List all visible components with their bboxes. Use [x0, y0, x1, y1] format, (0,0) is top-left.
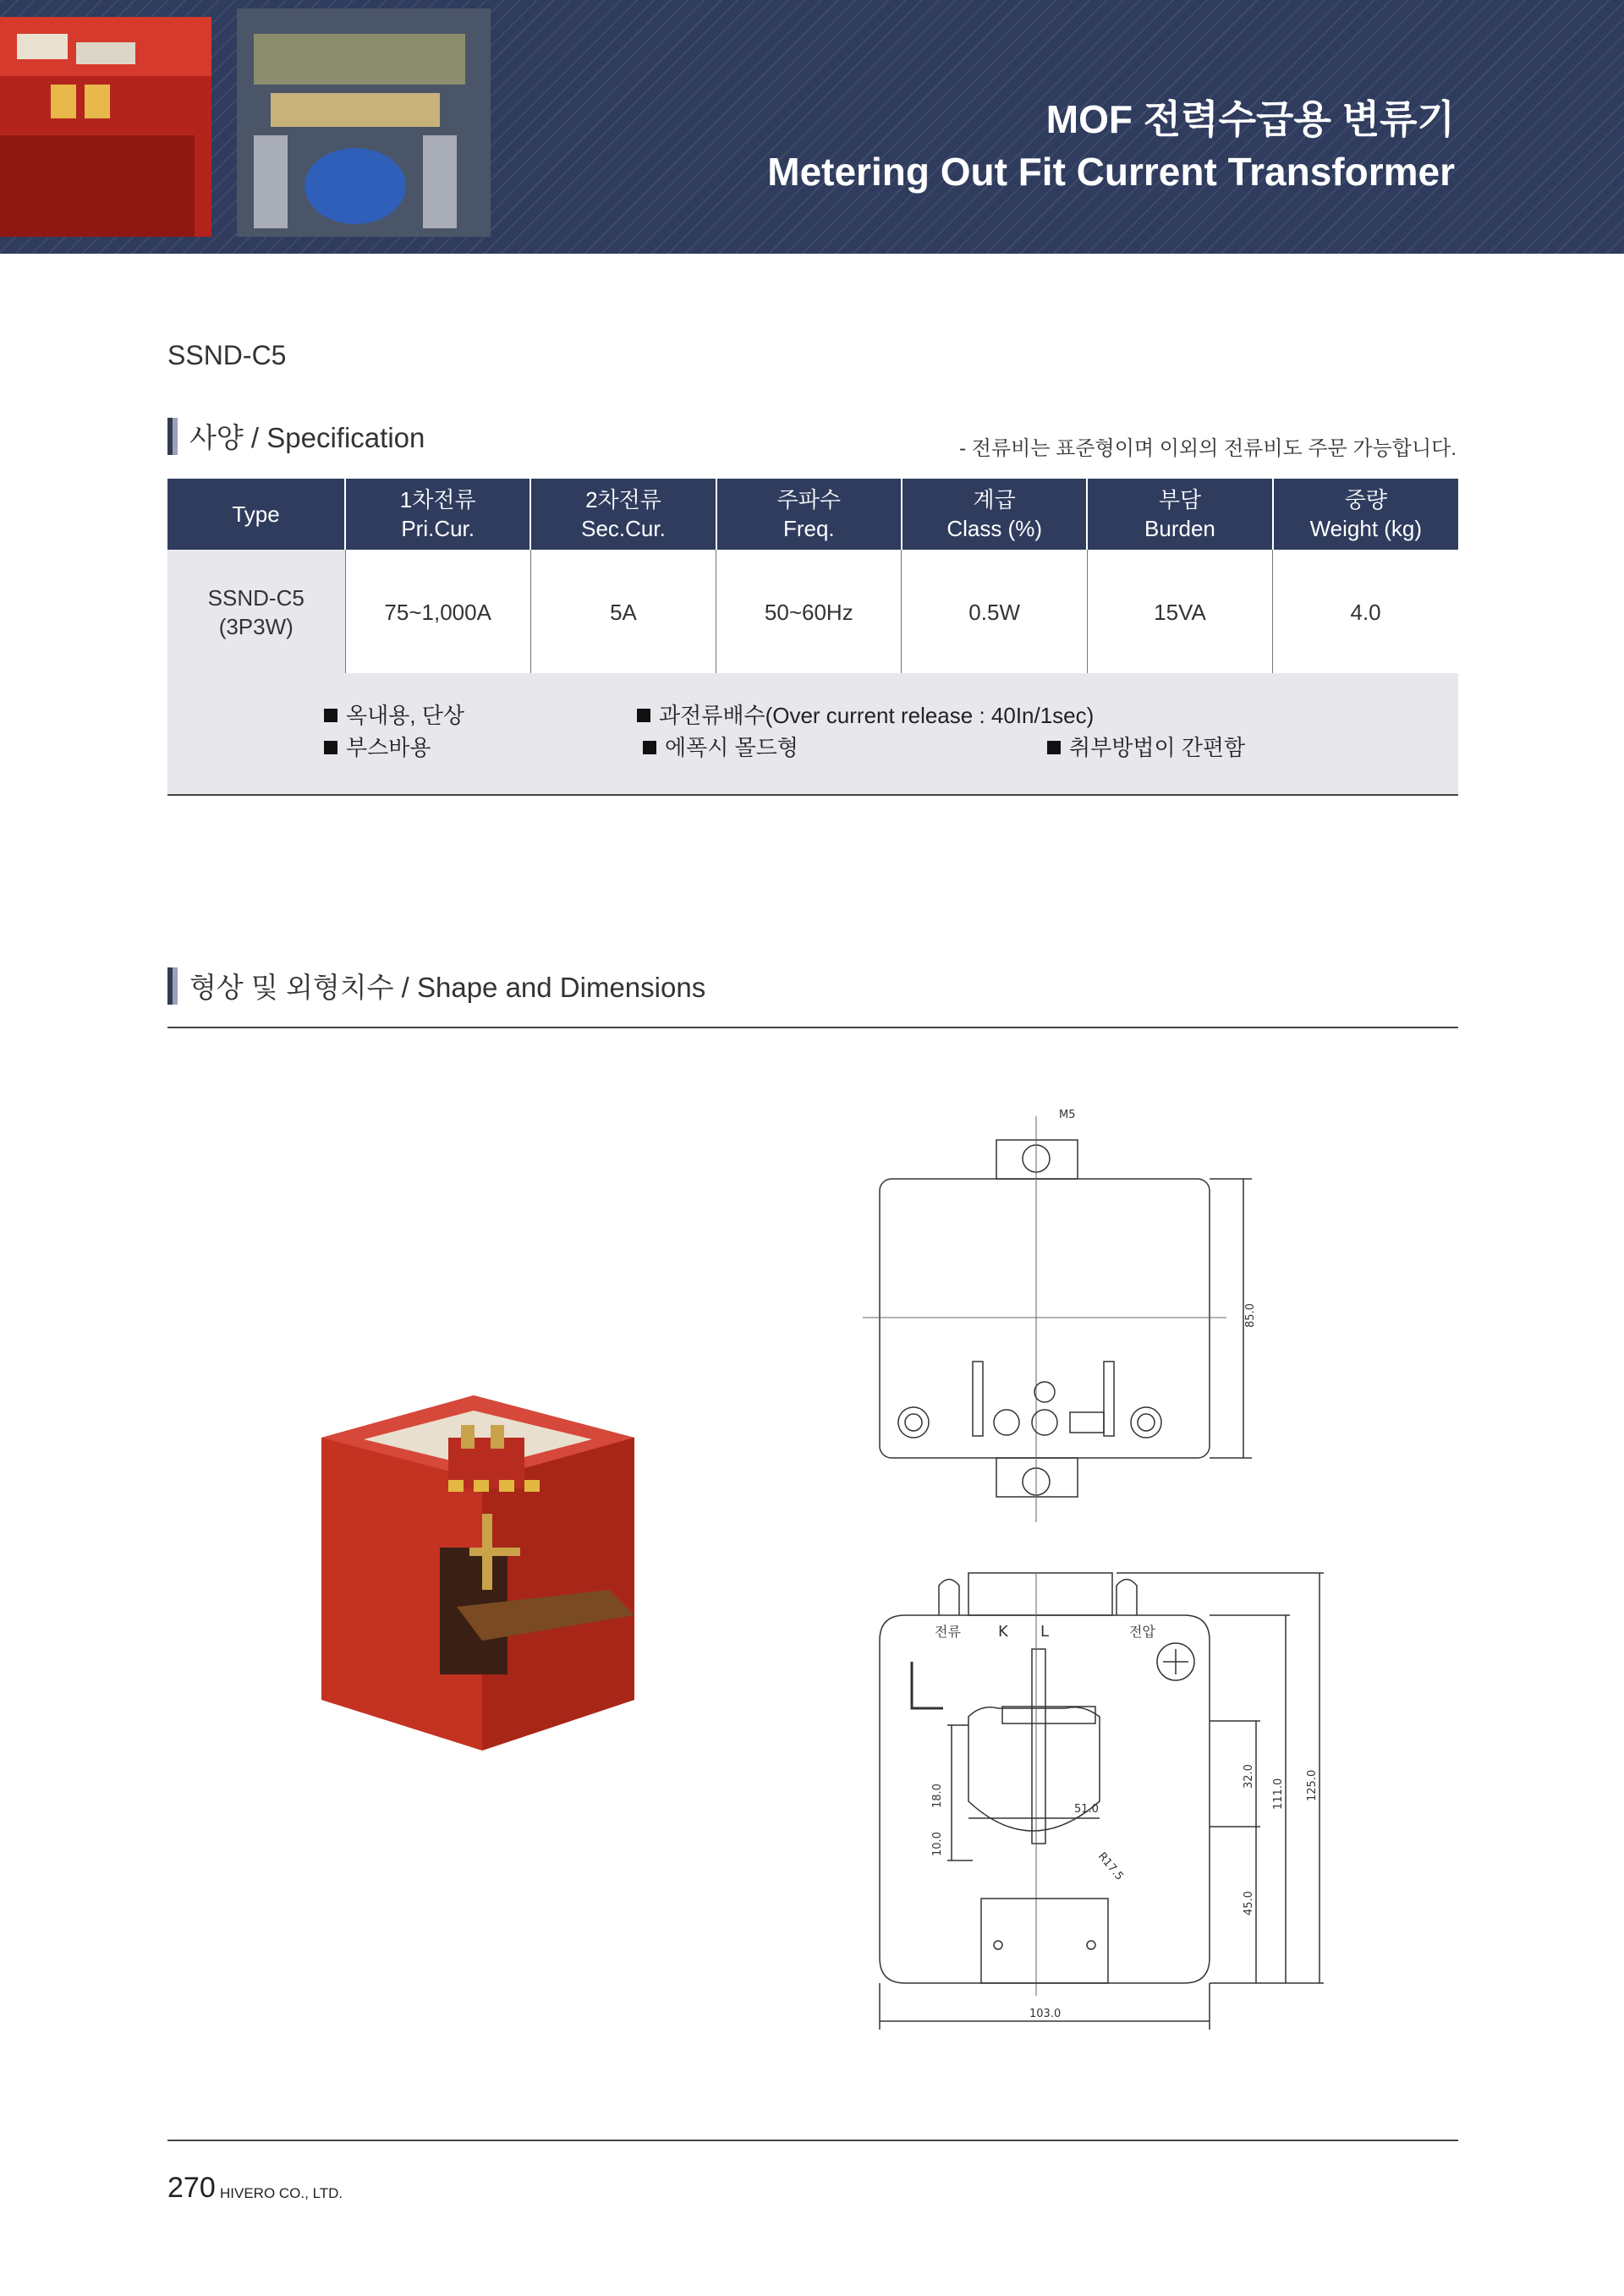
bullet-square-icon [324, 741, 337, 754]
bullet-square-icon [1047, 741, 1061, 754]
feature-text: 옥내용, 단상 [346, 703, 465, 728]
header-weight-ko: 중량 [1344, 487, 1387, 512]
header-sec-cur-ko: 2차전류 [585, 487, 661, 512]
spec-table [167, 479, 1458, 677]
page-number: 270 [167, 2172, 216, 2204]
dim-10: 10.0 [931, 1832, 944, 1856]
header-sec-cur-en: Sec.Cur. [581, 516, 666, 541]
label-m5: M5 [1059, 1109, 1076, 1121]
spec-note: - 전류비는 표준형이며 이외의 전류비도 주문 가능합니다. [959, 437, 1457, 460]
dim-125: 125.0 [1306, 1769, 1319, 1801]
spec-section-title: 사양 / Specification [189, 422, 425, 453]
dim-r17: R17.5 [1095, 1849, 1126, 1883]
feature-item [637, 699, 1094, 730]
dim-45: 45.0 [1243, 1891, 1255, 1915]
header-class-en: Class (%) [946, 516, 1042, 541]
label-k: K [998, 1623, 1008, 1641]
cell-pri-cur: 75~1,000A [345, 550, 530, 676]
footer-divider [167, 2140, 1458, 2141]
header-burden [1087, 479, 1272, 550]
cell-type [167, 550, 345, 676]
header-type [167, 479, 345, 550]
section-bar-marker [167, 418, 178, 455]
dim-32: 32.0 [1243, 1764, 1255, 1789]
label-voltage: 전압 [1129, 1624, 1155, 1640]
cell-type-config: (3P3W) [218, 614, 294, 639]
features-box [167, 673, 1458, 796]
shape-section-heading [167, 966, 705, 1006]
label-current: 전류 [935, 1624, 961, 1640]
banner-product-photo [0, 0, 592, 254]
bullet-square-icon [643, 741, 656, 754]
header-class-ko: 계급 [973, 487, 1016, 512]
header-weight [1273, 479, 1458, 550]
page-title [767, 93, 1455, 198]
bullet-square-icon [324, 709, 337, 722]
header-pri-cur [345, 479, 530, 550]
feature-item [643, 731, 798, 762]
table-row [167, 550, 1458, 676]
table-header-row [167, 479, 1458, 550]
header-banner [0, 0, 1624, 254]
section-bar-marker [167, 967, 178, 1005]
cell-freq: 50~60Hz [716, 550, 902, 676]
model-name: SSND-C5 [167, 340, 287, 370]
feature-text: 에폭시 몰드형 [665, 735, 798, 760]
feature-text: 취부방법이 간편함 [1069, 735, 1246, 760]
header-weight-en: Weight (kg) [1309, 516, 1423, 541]
dim-103: 103.0 [1029, 2008, 1062, 2020]
feature-item [324, 699, 464, 730]
dim-85: 85.0 [1244, 1303, 1257, 1328]
header-freq-en: Freq. [782, 516, 835, 541]
header-freq-ko: 주파수 [776, 487, 841, 512]
cell-burden: 15VA [1087, 550, 1272, 676]
spec-section-heading [167, 416, 425, 456]
feature-text: 과전류배수(Over current release : 40In/1sec) [659, 703, 1095, 728]
cell-class: 0.5W [902, 550, 1087, 676]
cell-weight: 4.0 [1273, 550, 1458, 676]
feature-item [324, 731, 431, 762]
dim-111: 111.0 [1272, 1778, 1285, 1810]
bullet-square-icon [637, 709, 650, 722]
title-korean: MOF 전력수급용 변류기 [1045, 97, 1455, 141]
dim-18: 18.0 [931, 1784, 944, 1808]
header-sec-cur [530, 479, 716, 550]
company-name: HIVERO CO., LTD. [220, 2185, 343, 2201]
cell-sec-cur: 5A [530, 550, 716, 676]
feature-text: 부스바용 [346, 735, 431, 760]
title-english: Metering Out Fit Current Transformer [767, 150, 1455, 194]
shape-section-title: 형상 및 외형치수 / Shape and Dimensions [189, 972, 706, 1003]
label-l: L [1040, 1623, 1050, 1641]
header-burden-ko: 부담 [1158, 487, 1202, 512]
header-freq [716, 479, 902, 550]
product-photo [313, 1387, 651, 1759]
header-pri-cur-en: Pri.Cur. [401, 516, 475, 541]
cell-type-model: SSND-C5 [207, 585, 304, 611]
dimension-drawing [863, 1099, 1370, 2038]
header-burden-en: Burden [1144, 516, 1215, 541]
feature-item [1047, 731, 1245, 762]
dim-51: 51.0 [1074, 1803, 1099, 1816]
section-divider [167, 1027, 1458, 1028]
header-class [902, 479, 1087, 550]
header-type-label: Type [232, 501, 280, 527]
header-pri-cur-ko: 1차전류 [399, 487, 476, 512]
